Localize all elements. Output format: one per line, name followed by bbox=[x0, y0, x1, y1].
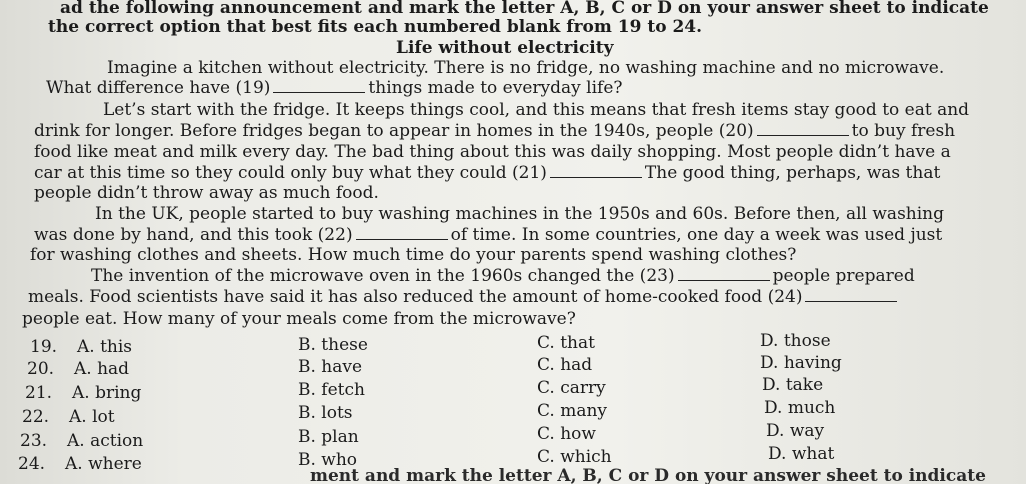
passage-text: drink for longer. Before fridges began to appear in homes in the 1940s, people (20) bbox=[34, 121, 754, 141]
passage-line: Imagine a kitchen without electricity. There is no fridge, no washing machine and no microwave. bbox=[107, 58, 945, 78]
question-number: 19. bbox=[30, 337, 58, 357]
option-d: D. those bbox=[760, 331, 831, 351]
passage-text: people prepared bbox=[772, 266, 915, 286]
passage-line bbox=[46, 78, 623, 98]
option-a: A. lot bbox=[69, 407, 115, 427]
blank-19 bbox=[273, 80, 365, 93]
option-b: B. have bbox=[298, 357, 363, 377]
option-c: C. that bbox=[537, 333, 595, 353]
passage-text: The invention of the microwave oven in the 1960s changed the (23) bbox=[91, 266, 675, 286]
option-c: C. which bbox=[537, 447, 612, 467]
passage-line: people eat. How many of your meals come from the microwave? bbox=[22, 309, 576, 329]
blank-24 bbox=[805, 289, 897, 302]
option-c: C. how bbox=[537, 424, 596, 444]
question-number: 23. bbox=[20, 431, 48, 451]
blank-22 bbox=[356, 227, 448, 240]
option-d: D. much bbox=[764, 398, 836, 418]
passage-line bbox=[34, 121, 955, 141]
option-b: B. lots bbox=[298, 403, 353, 423]
option-a: A. where bbox=[65, 454, 142, 474]
option-c: C. carry bbox=[537, 378, 606, 398]
option-b: B. who bbox=[298, 450, 358, 470]
question-number: 24. bbox=[18, 454, 46, 474]
passage-line bbox=[28, 287, 900, 307]
question-number: 20. bbox=[27, 359, 55, 379]
option-c: C. had bbox=[537, 355, 593, 375]
passage-text: of time. In some countries, one day a week was used just bbox=[450, 225, 943, 245]
option-a: A. action bbox=[67, 431, 144, 451]
option-d: D. having bbox=[760, 353, 842, 373]
passage-text: What difference have (19) bbox=[46, 78, 271, 98]
option-c: C. many bbox=[537, 401, 608, 421]
option-d: D. way bbox=[766, 421, 825, 441]
passage-text: The good thing, perhaps, was that bbox=[644, 163, 941, 183]
footer-instruction: ment and mark the letter A, B, C or D on your answer sheet to indicate bbox=[310, 466, 986, 484]
passage-line: for washing clothes and sheets. How much time do your parents spend washing clothes? bbox=[30, 245, 797, 265]
passage-line: Let’s start with the fridge. It keeps things cool, and this means that fresh items stay good to eat and bbox=[103, 100, 970, 120]
option-a: A. this bbox=[77, 337, 133, 357]
passage-text: to buy fresh bbox=[851, 121, 956, 141]
passage-text: was done by hand, and this took (22) bbox=[34, 225, 353, 245]
passage-text: meals. Food scientists have said it has also reduced the amount of home-cooked food (24) bbox=[28, 287, 803, 307]
question-number: 22. bbox=[22, 407, 50, 427]
passage-text: things made to everyday life? bbox=[368, 78, 623, 98]
passage-text: car at this time so they could only buy what they could (21) bbox=[34, 163, 547, 183]
option-b: B. fetch bbox=[298, 380, 365, 400]
option-b: B. plan bbox=[298, 427, 359, 447]
passage-line bbox=[34, 163, 940, 183]
instruction-line-1: ad the following announcement and mark the letter A, B, C or D on your answer sheet to indicate bbox=[60, 0, 989, 18]
passage-title: Life without electricity bbox=[396, 38, 614, 58]
blank-20 bbox=[757, 123, 849, 136]
instruction-line-2: the correct option that best fits each numbered blank from 19 to 24. bbox=[48, 17, 703, 37]
option-a: A. had bbox=[74, 359, 130, 379]
option-a: A. bring bbox=[72, 383, 142, 403]
option-d: D. what bbox=[768, 444, 835, 464]
passage-line bbox=[34, 225, 942, 245]
passage-line: people didn’t throw away as much food. bbox=[34, 183, 379, 203]
passage-line: In the UK, people started to buy washing machines in the 1950s and 60s. Before then, all washing bbox=[95, 204, 945, 224]
blank-21 bbox=[550, 165, 642, 178]
blank-23 bbox=[678, 268, 770, 281]
question-number: 21. bbox=[25, 383, 53, 403]
option-d: D. take bbox=[762, 375, 824, 395]
passage-line bbox=[91, 266, 915, 286]
passage-line: food like meat and milk every day. The bad thing about this was daily shopping. Most people didn’t have a bbox=[34, 142, 951, 162]
option-b: B. these bbox=[298, 335, 368, 355]
